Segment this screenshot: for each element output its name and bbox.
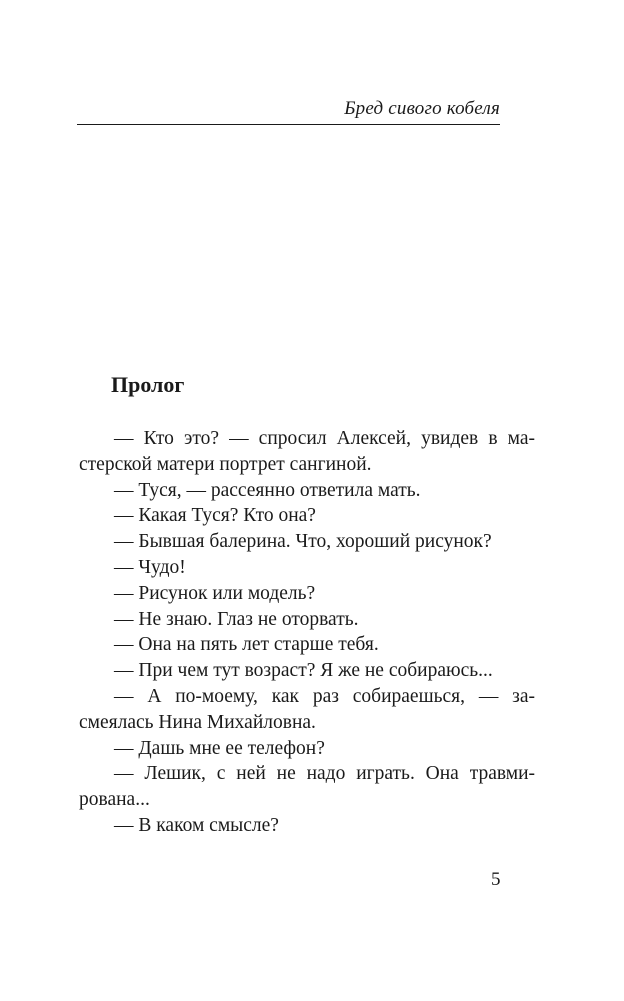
text-line: — При чем тут возраст? Я же не собираюсь...	[114, 660, 493, 682]
text-line: — Она на пять лет старше тебя.	[114, 634, 379, 656]
text-line: — Какая Туся? Кто она?	[114, 505, 316, 527]
body-text	[79, 426, 535, 839]
text-line: — Не знаю. Глаз не оторвать.	[114, 608, 359, 630]
chapter-title: Пролог	[111, 372, 185, 397]
header-rule	[77, 124, 500, 125]
text-line: — Лешик, с ней не надо играть. Она травми-	[114, 763, 535, 785]
text-line: — А по-моему, как раз собираешься, — за-	[114, 685, 535, 707]
text-line: — В каком смысле?	[114, 814, 279, 836]
text-line: — Чудо!	[114, 556, 186, 578]
text-line: — Кто это? — спросил Алексей, увидев в ма-	[114, 428, 535, 449]
page-number: 5	[491, 869, 501, 890]
text-line: — Дашь мне ее телефон?	[114, 737, 325, 759]
text-line: рована...	[79, 789, 150, 811]
text-line: — Туся, — рассеянно ответила мать.	[114, 479, 421, 501]
text-line: — Рисунок или модель?	[114, 582, 316, 604]
text-line: смеялась Нина Михайловна.	[79, 711, 316, 733]
text-line: стерской матери портрет сангиной.	[79, 453, 372, 475]
text-line: — Бывшая балерина. Что, хороший рисунок?	[114, 531, 492, 553]
running-head: Бред сивого кобеля	[344, 98, 500, 119]
